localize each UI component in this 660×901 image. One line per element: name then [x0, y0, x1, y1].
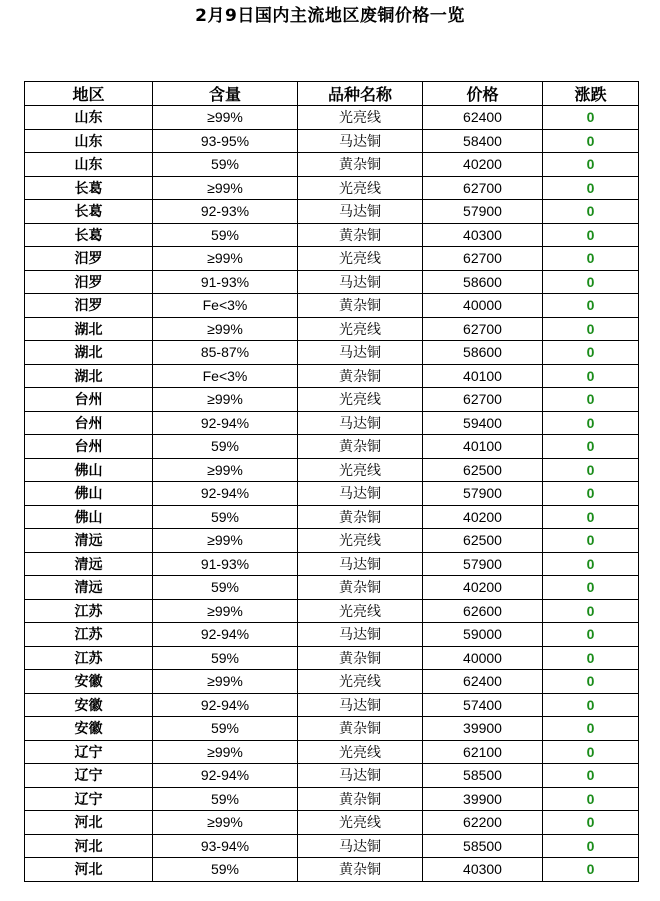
price-cell: 62100 — [423, 740, 543, 764]
region-cell: 江苏 — [25, 646, 153, 670]
region-cell: 山东 — [25, 106, 153, 130]
change-cell: 0 — [543, 223, 639, 247]
price-cell: 62700 — [423, 176, 543, 200]
table-row — [25, 834, 639, 858]
content-cell: 92-94% — [153, 623, 298, 647]
change-cell: 0 — [543, 153, 639, 177]
region-cell: 汨罗 — [25, 294, 153, 318]
price-cell: 40000 — [423, 646, 543, 670]
content-cell: 92-94% — [153, 411, 298, 435]
column-header-change: 涨跌 — [543, 82, 639, 106]
change-cell: 0 — [543, 435, 639, 459]
price-cell: 40100 — [423, 364, 543, 388]
change-cell: 0 — [543, 200, 639, 224]
region-cell: 河北 — [25, 834, 153, 858]
price-cell: 62700 — [423, 388, 543, 412]
table-row — [25, 505, 639, 529]
variety-cell: 光亮线 — [298, 388, 423, 412]
variety-cell: 光亮线 — [298, 458, 423, 482]
variety-cell: 光亮线 — [298, 176, 423, 200]
change-cell: 0 — [543, 693, 639, 717]
table-row — [25, 153, 639, 177]
change-cell: 0 — [543, 294, 639, 318]
change-cell: 0 — [543, 552, 639, 576]
table-row — [25, 176, 639, 200]
content-cell: ≥99% — [153, 106, 298, 130]
content-cell: 59% — [153, 576, 298, 600]
price-cell: 57900 — [423, 200, 543, 224]
content-cell: ≥99% — [153, 458, 298, 482]
table-row — [25, 294, 639, 318]
variety-cell: 马达铜 — [298, 552, 423, 576]
table-row — [25, 646, 639, 670]
price-cell: 57400 — [423, 693, 543, 717]
change-cell: 0 — [543, 529, 639, 553]
table-row — [25, 787, 639, 811]
region-cell: 安徽 — [25, 693, 153, 717]
region-cell: 佛山 — [25, 505, 153, 529]
price-cell: 62200 — [423, 811, 543, 835]
content-cell: 59% — [153, 858, 298, 882]
change-cell: 0 — [543, 129, 639, 153]
change-cell: 0 — [543, 270, 639, 294]
table-row — [25, 552, 639, 576]
price-cell: 40200 — [423, 505, 543, 529]
content-cell: 91-93% — [153, 552, 298, 576]
table-row — [25, 693, 639, 717]
region-cell: 清远 — [25, 529, 153, 553]
table-row — [25, 270, 639, 294]
variety-cell: 马达铜 — [298, 764, 423, 788]
change-cell: 0 — [543, 787, 639, 811]
table-row — [25, 223, 639, 247]
content-cell: 92-94% — [153, 482, 298, 506]
change-cell: 0 — [543, 247, 639, 271]
price-cell: 58600 — [423, 341, 543, 365]
price-cell: 39900 — [423, 787, 543, 811]
region-cell: 湖北 — [25, 317, 153, 341]
price-table — [24, 81, 639, 882]
table-row — [25, 576, 639, 600]
column-header-price: 价格 — [423, 82, 543, 106]
price-cell: 58400 — [423, 129, 543, 153]
region-cell: 长葛 — [25, 223, 153, 247]
table-row — [25, 341, 639, 365]
change-cell: 0 — [543, 317, 639, 341]
variety-cell: 黄杂铜 — [298, 858, 423, 882]
variety-cell: 黄杂铜 — [298, 294, 423, 318]
region-cell: 辽宁 — [25, 787, 153, 811]
region-cell: 清远 — [25, 552, 153, 576]
table-row — [25, 106, 639, 130]
content-cell: ≥99% — [153, 599, 298, 623]
table-row — [25, 317, 639, 341]
variety-cell: 光亮线 — [298, 106, 423, 130]
region-cell: 河北 — [25, 811, 153, 835]
price-cell: 62400 — [423, 106, 543, 130]
content-cell: 59% — [153, 505, 298, 529]
variety-cell: 马达铜 — [298, 411, 423, 435]
table-row — [25, 717, 639, 741]
variety-cell: 黄杂铜 — [298, 364, 423, 388]
table-row — [25, 599, 639, 623]
change-cell: 0 — [543, 717, 639, 741]
region-cell: 佛山 — [25, 458, 153, 482]
content-cell: 59% — [153, 787, 298, 811]
variety-cell: 光亮线 — [298, 247, 423, 271]
region-cell: 清远 — [25, 576, 153, 600]
column-header-content: 含量 — [153, 82, 298, 106]
content-cell: Fe<3% — [153, 364, 298, 388]
price-cell: 62700 — [423, 317, 543, 341]
variety-cell: 马达铜 — [298, 834, 423, 858]
price-cell: 58500 — [423, 764, 543, 788]
content-cell: 85-87% — [153, 341, 298, 365]
region-cell: 山东 — [25, 153, 153, 177]
region-cell: 安徽 — [25, 717, 153, 741]
change-cell: 0 — [543, 458, 639, 482]
content-cell: 59% — [153, 646, 298, 670]
variety-cell: 黄杂铜 — [298, 223, 423, 247]
price-cell: 57900 — [423, 482, 543, 506]
region-cell: 河北 — [25, 858, 153, 882]
variety-cell: 黄杂铜 — [298, 717, 423, 741]
page-title: 2月9日国内主流地区废铜价格一览 — [195, 6, 465, 26]
content-cell: ≥99% — [153, 247, 298, 271]
table-row — [25, 482, 639, 506]
table-row — [25, 388, 639, 412]
change-cell: 0 — [543, 341, 639, 365]
table-body — [25, 106, 639, 882]
change-cell: 0 — [543, 505, 639, 529]
content-cell: ≥99% — [153, 388, 298, 412]
variety-cell: 马达铜 — [298, 200, 423, 224]
content-cell: ≥99% — [153, 317, 298, 341]
variety-cell: 黄杂铜 — [298, 787, 423, 811]
variety-cell: 光亮线 — [298, 599, 423, 623]
change-cell: 0 — [543, 646, 639, 670]
change-cell: 0 — [543, 858, 639, 882]
price-cell: 40300 — [423, 858, 543, 882]
region-cell: 台州 — [25, 411, 153, 435]
table-row — [25, 858, 639, 882]
price-cell: 62500 — [423, 458, 543, 482]
price-cell: 62400 — [423, 670, 543, 694]
region-cell: 江苏 — [25, 623, 153, 647]
change-cell: 0 — [543, 411, 639, 435]
table-row — [25, 740, 639, 764]
variety-cell: 光亮线 — [298, 740, 423, 764]
content-cell: 92-93% — [153, 200, 298, 224]
variety-cell: 光亮线 — [298, 529, 423, 553]
variety-cell: 马达铜 — [298, 270, 423, 294]
price-cell: 62500 — [423, 529, 543, 553]
region-cell: 江苏 — [25, 599, 153, 623]
content-cell: ≥99% — [153, 176, 298, 200]
content-cell: 59% — [153, 717, 298, 741]
table-row — [25, 458, 639, 482]
change-cell: 0 — [543, 623, 639, 647]
price-cell: 40100 — [423, 435, 543, 459]
price-cell: 39900 — [423, 717, 543, 741]
content-cell: ≥99% — [153, 811, 298, 835]
price-cell: 58600 — [423, 270, 543, 294]
change-cell: 0 — [543, 811, 639, 835]
price-cell: 40300 — [423, 223, 543, 247]
variety-cell: 马达铜 — [298, 482, 423, 506]
region-cell: 台州 — [25, 388, 153, 412]
region-cell: 长葛 — [25, 176, 153, 200]
change-cell: 0 — [543, 599, 639, 623]
region-cell: 湖北 — [25, 364, 153, 388]
change-cell: 0 — [543, 388, 639, 412]
content-cell: 93-95% — [153, 129, 298, 153]
table-row — [25, 529, 639, 553]
region-cell: 湖北 — [25, 341, 153, 365]
content-cell: 59% — [153, 435, 298, 459]
price-cell: 40200 — [423, 576, 543, 600]
variety-cell: 马达铜 — [298, 341, 423, 365]
content-cell: 59% — [153, 223, 298, 247]
table-row — [25, 435, 639, 459]
region-cell: 佛山 — [25, 482, 153, 506]
change-cell: 0 — [543, 740, 639, 764]
price-cell: 59000 — [423, 623, 543, 647]
content-cell: ≥99% — [153, 529, 298, 553]
variety-cell: 光亮线 — [298, 670, 423, 694]
content-cell: 92-94% — [153, 693, 298, 717]
region-cell: 辽宁 — [25, 764, 153, 788]
table-row — [25, 764, 639, 788]
variety-cell: 黄杂铜 — [298, 153, 423, 177]
table-row — [25, 200, 639, 224]
region-cell: 安徽 — [25, 670, 153, 694]
variety-cell: 马达铜 — [298, 623, 423, 647]
variety-cell: 黄杂铜 — [298, 435, 423, 459]
variety-cell: 黄杂铜 — [298, 646, 423, 670]
content-cell: Fe<3% — [153, 294, 298, 318]
content-cell: 93-94% — [153, 834, 298, 858]
table-row — [25, 411, 639, 435]
change-cell: 0 — [543, 106, 639, 130]
price-cell: 58500 — [423, 834, 543, 858]
change-cell: 0 — [543, 670, 639, 694]
region-cell: 长葛 — [25, 200, 153, 224]
price-cell: 59400 — [423, 411, 543, 435]
variety-cell: 黄杂铜 — [298, 505, 423, 529]
region-cell: 汨罗 — [25, 270, 153, 294]
price-cell: 62700 — [423, 247, 543, 271]
price-cell: 57900 — [423, 552, 543, 576]
table-row — [25, 247, 639, 271]
table-row — [25, 670, 639, 694]
content-cell: 91-93% — [153, 270, 298, 294]
table-header-row — [25, 82, 639, 106]
table-row — [25, 811, 639, 835]
region-cell: 汨罗 — [25, 247, 153, 271]
change-cell: 0 — [543, 834, 639, 858]
table-row — [25, 623, 639, 647]
content-cell: 59% — [153, 153, 298, 177]
price-cell: 62600 — [423, 599, 543, 623]
change-cell: 0 — [543, 176, 639, 200]
change-cell: 0 — [543, 364, 639, 388]
region-cell: 辽宁 — [25, 740, 153, 764]
variety-cell: 马达铜 — [298, 129, 423, 153]
region-cell: 山东 — [25, 129, 153, 153]
change-cell: 0 — [543, 764, 639, 788]
variety-cell: 马达铜 — [298, 693, 423, 717]
column-header-variety: 品种名称 — [298, 82, 423, 106]
content-cell: 92-94% — [153, 764, 298, 788]
change-cell: 0 — [543, 576, 639, 600]
price-cell: 40000 — [423, 294, 543, 318]
region-cell: 台州 — [25, 435, 153, 459]
column-header-region: 地区 — [25, 82, 153, 106]
variety-cell: 光亮线 — [298, 317, 423, 341]
table-row — [25, 129, 639, 153]
content-cell: ≥99% — [153, 670, 298, 694]
change-cell: 0 — [543, 482, 639, 506]
variety-cell: 光亮线 — [298, 811, 423, 835]
price-cell: 40200 — [423, 153, 543, 177]
variety-cell: 黄杂铜 — [298, 576, 423, 600]
table-row — [25, 364, 639, 388]
content-cell: ≥99% — [153, 740, 298, 764]
